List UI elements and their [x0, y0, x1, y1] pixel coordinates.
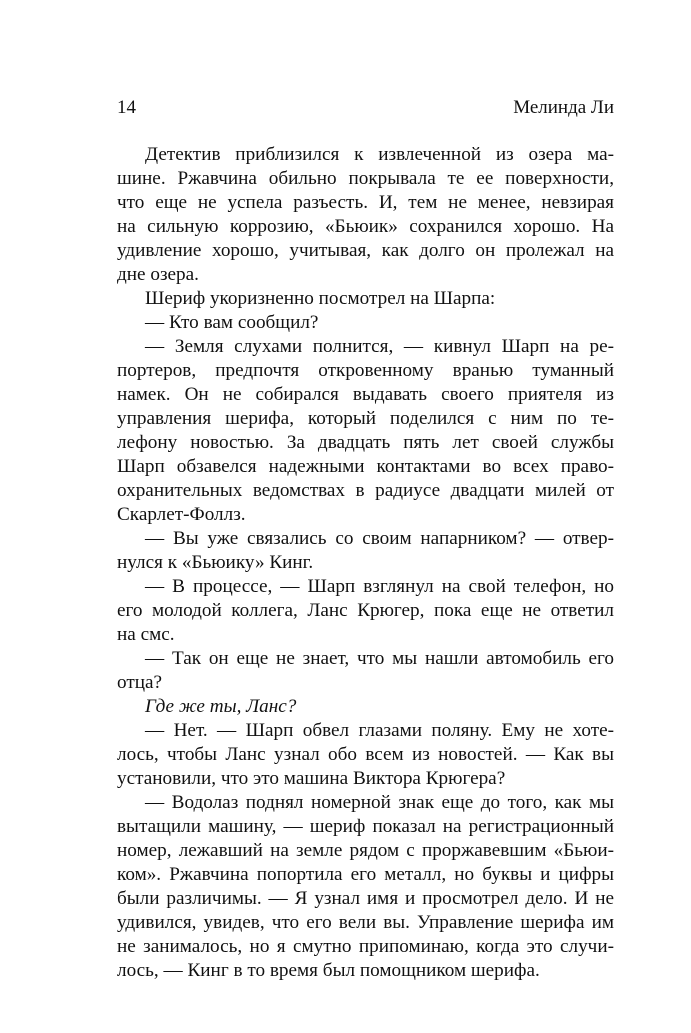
- text-line: — Нет. — Шарп обвел глазами поляну. Ему не хоте-: [145, 720, 614, 741]
- text-line: вытащили машину, — шериф показал на регистрационный: [117, 816, 614, 837]
- text-line: Скарлет-Фоллз.: [117, 504, 246, 525]
- text-line: — Так он еще не знает, что мы нашли автомобиль его: [145, 648, 614, 669]
- text-line: его молодой коллега, Ланс Крюгер, пока еще не ответил: [117, 600, 614, 621]
- text-line: управления шерифа, который поделился с ним по те-: [117, 408, 614, 429]
- text-line: что еще не успела разъесть. И, тем не менее, невзирая: [117, 192, 614, 213]
- text-line: — В процессе, — Шарп взглянул на свой телефон, но: [145, 576, 614, 597]
- page-header: [117, 96, 614, 120]
- text-line: портеров, предпочтя откровенному вранью туманный: [117, 360, 614, 381]
- text-line: намек. Он не собирался выдавать своего приятеля из: [117, 384, 614, 405]
- text-line: охранительных ведомствах в радиусе двадцати милей от: [117, 480, 614, 501]
- text-line: не занималось, но я смутно припоминаю, когда это случи-: [117, 936, 614, 957]
- text-line: отца?: [117, 672, 163, 693]
- text-line: лось, чтобы Ланс узнал обо всем из новостей. — Как вы: [117, 744, 614, 765]
- text-line: Шериф укоризненно посмотрел на Шарпа:: [145, 288, 496, 309]
- text-line: — Водолаз поднял номерной знак еще до того, как мы: [145, 792, 614, 813]
- text-line: удивился, увидев, что его вели вы. Управление шерифа им: [117, 912, 614, 933]
- text-line: дне озера.: [117, 264, 199, 285]
- text-line: лефону новостью. За двадцать пять лет своей службы: [117, 432, 614, 453]
- text-line: — Вы уже связались со своим напарником? — отвер-: [145, 528, 614, 549]
- running-head: Мелинда Ли: [513, 97, 614, 118]
- text-line: лось, — Кинг в то время был помощником шерифа.: [117, 960, 540, 981]
- text-line: были различимы. — Я узнал имя и просмотрел дело. И не: [117, 888, 614, 909]
- text-line: — Земля слухами полнится, — кивнул Шарп на ре-: [145, 336, 614, 357]
- text-line: ком». Ржавчина попортила его металл, но буквы и цифры: [117, 864, 614, 885]
- text-line: на сильную коррозию, «Бьюик» сохранился хорошо. На: [117, 216, 614, 237]
- text-line: Детектив приблизился к извлеченной из озера ма-: [145, 144, 614, 165]
- text-line: на смс.: [117, 624, 175, 645]
- text-line: шине. Ржавчина обильно покрывала те ее поверхности,: [117, 168, 614, 189]
- text-line: установили, что это машина Виктора Крюгера?: [117, 768, 506, 789]
- text-line: Шарп обзавелся надежными контактами во всех право-: [117, 456, 614, 477]
- text-line: номер, лежавший на земле рядом с проржавевшим «Бьюи-: [117, 840, 614, 861]
- page-number: 14: [117, 97, 136, 118]
- text-line: Где же ты, Ланс?: [145, 696, 297, 717]
- text-line: — Кто вам сообщил?: [145, 312, 319, 333]
- text-line: нулся к «Бьюику» Кинг.: [117, 552, 314, 573]
- text-line: удивление хорошо, учитывая, как долго он пролежал на: [117, 240, 614, 261]
